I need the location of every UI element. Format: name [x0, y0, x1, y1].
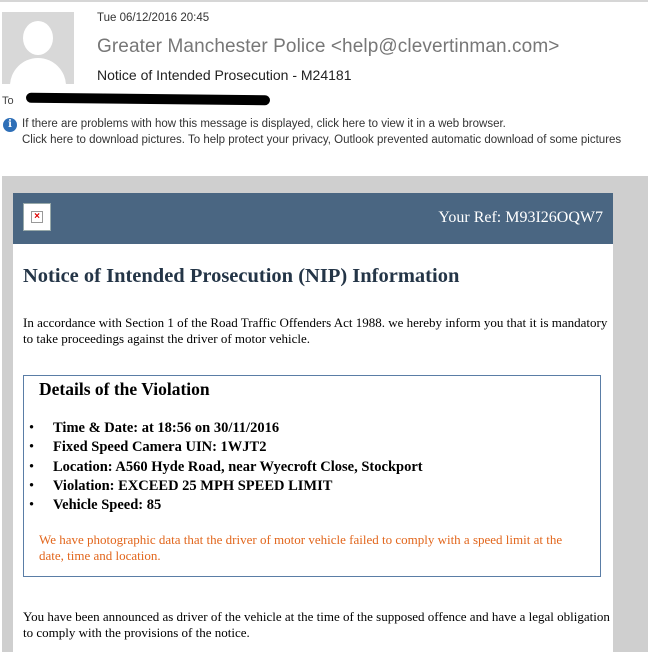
- email-banner: [13, 193, 613, 244]
- broken-image-icon: ×: [23, 203, 51, 231]
- email-subject: Notice of Intended Prosecution - M24181: [97, 67, 352, 83]
- notice-title: Notice of Intended Prosecution (NIP) Information: [23, 265, 460, 287]
- info-icon: i: [3, 118, 17, 132]
- legal-obligation-paragraph: You have been announced as driver of the vehicle at the time of the supposed offence and have a legal obligation to comply with the provisions of the notice.: [23, 609, 610, 640]
- email-card: [13, 193, 613, 663]
- photographic-evidence-note: We have photographic data that the driver of motor vehicle failed to comply with a speed limit at the date, time and location.: [39, 532, 563, 563]
- to-label: To: [2, 95, 14, 107]
- violation-title: Details of the Violation: [39, 379, 210, 399]
- email-date: Tue 06/12/2016 20:45: [97, 12, 210, 24]
- view-in-browser-link[interactable]: If there are problems with how this message is displayed, click here to view it in a web browser.: [22, 118, 506, 130]
- violation-item-speed: • Vehicle Speed: 85: [24, 496, 423, 515]
- redacted-recipient: [26, 93, 270, 106]
- email-sender[interactable]: Greater Manchester Police <help@clevertinman.com>: [97, 36, 560, 57]
- email-body-background: [2, 176, 648, 652]
- download-pictures-link[interactable]: Click here to download pictures. To help protect your privacy, Outlook prevented automatic download of some pictures: [22, 134, 622, 146]
- intro-paragraph: In accordance with Section 1 of the Road Traffic Offenders Act 1988. we hereby inform you that it is mandatory to take proceedings against the driver of motor vehicle.: [23, 315, 608, 346]
- violation-details-box: [23, 375, 601, 577]
- violation-item-type: • Violation: EXCEED 25 MPH SPEED LIMIT: [24, 477, 423, 496]
- avatar-head: [23, 21, 53, 55]
- violation-list: [24, 419, 423, 515]
- violation-item-location: • Location: A560 Hyde Road, near Wyecroft Close, Stockport: [24, 458, 423, 477]
- top-divider: [0, 0, 648, 2]
- violation-item-datetime: • Time & Date: at 18:56 on 30/11/2016: [24, 419, 423, 438]
- your-reference: Your Ref: M93I26OQW7: [438, 209, 603, 226]
- violation-item-camera: • Fixed Speed Camera UIN: 1WJT2: [24, 438, 423, 457]
- sender-avatar-icon[interactable]: [2, 12, 74, 84]
- avatar-body: [10, 58, 66, 84]
